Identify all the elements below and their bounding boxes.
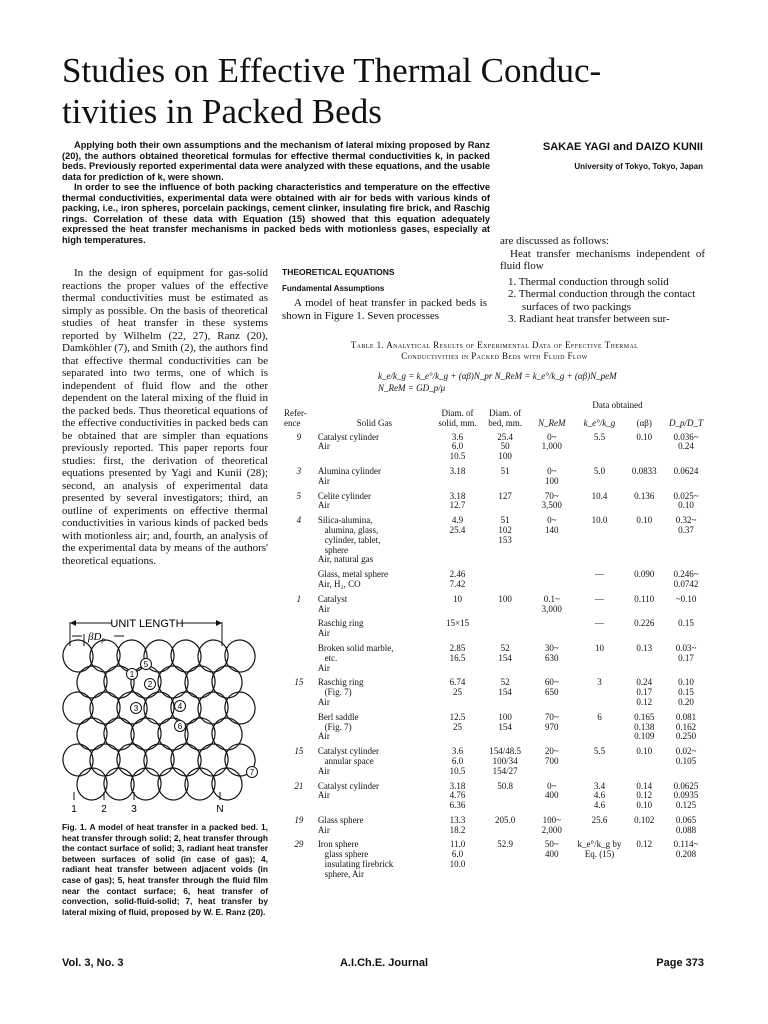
row-ab: 0.110 [634, 593, 655, 604]
row-solid-gas: Silica-alumina, alumina, glass, cylinder, tablet, sphere Air, natural gas [317, 515, 381, 565]
row-diam-solid: 3.18 4.76 6.36 [449, 780, 466, 811]
packed-particle [209, 765, 245, 803]
row-reference [282, 644, 316, 678]
header-ab: (αβ) [636, 417, 652, 428]
row-ab: 0.0833 [631, 465, 657, 476]
row-ke: — [594, 569, 604, 580]
packed-particle [168, 637, 204, 675]
row-solid-gas: Raschig ring Air [317, 618, 364, 639]
header-nrem: N_ReM [538, 417, 566, 428]
packed-particle [195, 637, 231, 675]
packed-particle [141, 741, 177, 779]
row-ke: 6 [597, 711, 602, 722]
row-dpdt: 0.025~ 0.10 [673, 490, 699, 511]
mechanism-number: 7 [249, 768, 255, 777]
header-reference: Refer- ence [284, 408, 307, 428]
header-diam-bed: Diam. of bed, mm. [488, 408, 522, 428]
packed-particle [155, 765, 191, 803]
row-diam-bed: 51 [500, 465, 510, 476]
row-nrem: 50~ 400 [544, 839, 559, 860]
header-dpdt: D_p/D_T [669, 417, 704, 428]
beta-dp-label: βDp [88, 631, 105, 644]
row-diam-solid: 12.5 25 [449, 711, 466, 732]
row-diam-bed: 50.8 [497, 780, 513, 791]
row-diam-solid: 6.74 25 [449, 677, 466, 698]
row-reference: 3 [296, 465, 302, 476]
row-ke: 10.0 [591, 515, 608, 526]
table-row [282, 782, 707, 816]
row-diam-bed: 52 154 [498, 642, 512, 663]
row-dpdt: 0.15 [678, 618, 694, 629]
packed-particle [62, 741, 96, 779]
row-reference: 19 [294, 814, 304, 825]
row-nrem: 0~ 1,000 [541, 431, 562, 452]
row-nrem: 0~ 140 [545, 515, 559, 535]
footer-volume: Vol. 3, No. 3 [62, 957, 124, 969]
model-paragraph: A model of heat transfer in packed beds is shown in Figure 1. Seven processes [282, 297, 487, 322]
subsection-heading: Fundamental Assumptions [282, 284, 385, 293]
article-title [62, 50, 702, 132]
packed-particle [114, 741, 150, 779]
beta-dp-marker [72, 631, 124, 646]
header-data-obtained: Data obtained [592, 400, 643, 410]
affiliation: University of Tokyo, Tokyo, Japan [574, 162, 703, 171]
column-label-2: 2 [101, 804, 107, 815]
row-reference: 29 [294, 839, 304, 850]
row-solid-gas: Catalyst cylinder Air [317, 780, 380, 801]
packed-particle [101, 765, 137, 803]
unit-length-label: UNIT LENGTH [110, 618, 184, 630]
table-body [282, 433, 707, 885]
row-solid-gas: Catalyst Air [317, 593, 348, 614]
header-solid: Solid Gas [356, 417, 392, 428]
intro-paragraph: In the design of equipment for gas-solid reactions the proper values of the effective thermal conductivities must be estimated as simply as possible. On the basis of theoretical studies of heat transfer in these systems reported by Wilhelm (22, 27), Ranz (20), Damköhler (7), and Smith (2), the authors find that effective thermal conductivities can be separated into two terms, one of which is independent of fluid flow and the other dependent on the lateral mixing of the fluid in the packed beds. Thus theoretical equations of the effective conductivities in packed beds can be obtained that are simpler than equations previously reported. This paper reports four studies: first, the derivation of theoretical equations presented by Yagi and Kunii (28); second, an analysis of experimental data presented by several investigators; third, an outline of experiments on effective thermal conductivities in various kinds of packed beds with motionless air; and, fourth, an analysis of the experimental data by means of the authors' theoretical equations. [62, 267, 268, 567]
row-ke: 10.4 [591, 490, 608, 501]
section-heading: THEORETICAL EQUATIONS [282, 267, 395, 277]
row-nrem: 0.1~ 3,000 [541, 593, 562, 614]
row-solid-gas: Broken solid marble, etc. Air [317, 642, 394, 673]
table-title-line-2: Conductivities in Packed Beds with Fluid Flow [401, 350, 588, 361]
row-diam-solid: 13.3 18.2 [449, 814, 466, 835]
column-label-3: 3 [131, 804, 137, 815]
row-diam-bed [482, 619, 528, 644]
mechanism-number: 1 [129, 670, 135, 679]
header-diam-solid: Diam. of solid, mm. [438, 408, 477, 428]
row-nrem: 30~ 630 [544, 642, 559, 663]
row-nrem: 20~ 700 [544, 746, 559, 766]
table-row [282, 619, 707, 644]
row-nrem: 70~ 970 [544, 711, 559, 732]
row-reference: 4 [296, 515, 302, 526]
row-reference: 21 [294, 780, 304, 791]
packed-particle [195, 741, 231, 779]
row-diam-solid: 3.6 6.0 10.5 [449, 746, 466, 776]
column-ticks [71, 792, 223, 815]
packed-particle [101, 715, 137, 753]
row-ke: k_e°/k_g by Eq. (15) [577, 839, 622, 860]
row-diam-solid: 2.85 16.5 [449, 642, 466, 663]
table-row [282, 492, 707, 517]
row-ab: 0.165 0.138 0.109 [634, 711, 655, 742]
footer-page: Page 373 [656, 957, 704, 969]
row-diam-bed: 52.9 [497, 839, 513, 850]
row-ke: 3 [597, 677, 602, 688]
abstract [62, 140, 490, 245]
packed-particle [209, 715, 245, 753]
packed-particle [222, 689, 258, 727]
row-ab: 0.24 0.17 0.12 [636, 677, 653, 707]
packed-particle [74, 663, 110, 701]
mechanism-item-1: 1. Thermal conduction through solid [508, 276, 669, 288]
mechanisms-intro-line: are discussed as follows: [500, 235, 610, 247]
row-nrem: 70~ 3,500 [541, 490, 562, 511]
abstract-paragraph-2: In order to see the influence of both packing characteristics and temperature on the effective thermal conductivities, experimental data were obtained with air for beds with various kinds of packing, i.e., iron spheres, porcelain packings, cement clinker, insulating fire brick, and Raschig rings. Correlation of these data with Equation (15) showed that this equation adequately expressed the heat transfer mechanisms in packed beds with motionless gases, especially at high temperatures. [62, 182, 490, 245]
mechanism-number: 3 [133, 704, 139, 713]
row-solid-gas: Celite cylinder Air [317, 490, 372, 511]
row-solid-gas: Alumina cylinder Air [317, 465, 382, 486]
packed-particle [87, 741, 123, 779]
table-title-line-1: Table 1. Analytical Results of Experimental Data of Effective Thermal [350, 340, 639, 350]
table-row [282, 595, 707, 620]
table-row [282, 570, 707, 595]
row-dpdt: 0.0624 [673, 465, 699, 476]
row-solid-gas: Glass sphere Air [317, 814, 364, 835]
row-diam-solid: 10 [453, 593, 463, 604]
row-solid-gas: Catalyst cylinder Air [317, 431, 380, 452]
mechanisms-intro [500, 235, 705, 273]
row-reference: 15 [294, 746, 304, 757]
row-reference [282, 570, 316, 595]
column-label-1: 1 [71, 804, 77, 815]
row-dpdt: 0.114~ 0.208 [673, 839, 699, 860]
row-ke: 25.6 [591, 814, 608, 825]
row-ab: 0.090 [634, 569, 655, 580]
results-table [282, 401, 707, 885]
row-reference [282, 619, 316, 644]
packed-particle [195, 689, 231, 727]
row-ab: 0.226 [634, 618, 655, 629]
row-ab: 0.13 [636, 642, 653, 653]
row-ke: 5.5 [593, 431, 606, 442]
row-solid-gas: Raschig ring (Fig. 7) Air [317, 677, 364, 707]
packed-particle [128, 765, 164, 803]
row-ke: — [594, 593, 604, 604]
packed-particle [182, 765, 218, 803]
row-ab: 0.10 [636, 515, 653, 526]
figure-1-packed-bed-model [62, 606, 272, 818]
row-ab: 0.136 [634, 490, 655, 501]
row-ab: 0.12 [636, 839, 653, 850]
row-nrem [528, 619, 576, 644]
row-dpdt: 0.10 0.15 0.20 [678, 677, 694, 707]
footer-journal: A.I.Ch.E. Journal [339, 957, 428, 969]
table-equation-2: N_ReM = GD_p/μ [378, 383, 446, 393]
table-row [282, 713, 707, 747]
row-dpdt: 0.081 0.162 0.250 [675, 711, 697, 742]
row-ab: 0.10 [636, 431, 653, 442]
table-title [282, 340, 707, 361]
packed-particle [182, 663, 218, 701]
row-dpdt: 0.065 0.088 [675, 814, 697, 835]
row-reference: 1 [296, 593, 302, 604]
row-dpdt: ~0.10 [675, 593, 697, 604]
row-diam-solid: 3.6 6.0 10.5 [449, 431, 466, 462]
header-ke: k_e°/k_g [583, 417, 616, 428]
table-row [282, 816, 707, 841]
row-diam-bed: 205.0 [494, 814, 516, 825]
row-nrem: 0~ 100 [545, 465, 559, 486]
table-row [282, 678, 707, 712]
row-dpdt: 0.02~ 0.105 [675, 746, 697, 766]
row-ke: 5.5 [593, 746, 606, 757]
table-row [282, 516, 707, 570]
packed-particle [168, 689, 204, 727]
packed-particle [74, 765, 110, 803]
table-row [282, 433, 707, 467]
mechanisms-lead: Heat transfer mechanisms independent of fluid flow [500, 247, 705, 272]
title-line-2: tivities in Packed Beds [62, 92, 382, 131]
figure-1-caption: Fig. 1. A model of heat transfer in a packed bed. 1, heat transfer through solid; 2, heat transfer through the contact surface of solid; 3, radiant heat transfer between surfaces of solid (in case of gas); 4, radiant heat transfer between adjacent voids (in case of gas); 5, heat transfer through the fluid film near the contact surface; 6, heat transfer of convection, solid-fluid-solid; 7, heat transfer by lateral mixing of fluid, proposed by W. E. Ranz (20). [62, 822, 268, 917]
mechanism-item-3: 3. Radiant heat transfer between sur- [508, 312, 670, 325]
row-ab: 0.14 0.12 0.10 [636, 780, 653, 811]
row-diam-solid: 3.18 [449, 465, 466, 476]
table-row [282, 747, 707, 781]
row-dpdt: 0.246~ 0.0742 [673, 569, 699, 589]
abstract-paragraph-1: Applying both their own assumptions and the mechanism of lateral mixing proposed by Ranz (20), the authors obtained theoretical formulas for effective thermal conductivities k, in packed beds. Previously reported experimental data were analyzed with these equations, and the usable data for prediction of k, were shown. [62, 140, 490, 182]
packed-spheres [62, 637, 258, 803]
row-diam-bed: 52 154 [498, 677, 512, 698]
packed-particle [182, 715, 218, 753]
row-diam-solid: 4.9 25.4 [449, 515, 466, 535]
packed-particle [128, 715, 164, 753]
row-reference [282, 713, 316, 747]
row-reference: 9 [296, 431, 302, 442]
row-diam-bed: 127 [498, 490, 512, 501]
row-solid-gas: Glass, metal sphere Air, H₂, CO [317, 569, 389, 589]
mechanisms-list [508, 276, 706, 325]
row-ke: — [594, 618, 604, 629]
packed-particle [209, 663, 245, 701]
mechanism-number: 4 [177, 702, 183, 711]
table-row [282, 467, 707, 492]
row-diam-solid: 2.46 7.42 [449, 569, 466, 589]
table-row [282, 644, 707, 678]
packed-particle [155, 663, 191, 701]
packed-particle [62, 689, 96, 727]
packed-particle [87, 689, 123, 727]
row-nrem: 60~ 650 [544, 677, 559, 698]
mechanism-item-2: 2. Thermal conduction through the contact surfaces of two packings [508, 288, 696, 313]
row-reference: 15 [294, 677, 304, 688]
row-diam-bed: 154/48.5 100/34 154/27 [489, 746, 521, 776]
authors: SAKAE YAGI and DAIZO KUNII [542, 141, 703, 153]
row-solid-gas: Catalyst cylinder annular space Air [317, 746, 380, 776]
row-ke: 10 [594, 642, 604, 653]
row-diam-bed: 25.4 50 100 [497, 431, 513, 462]
row-nrem: 100~ 2,000 [541, 814, 562, 835]
packed-particle [222, 637, 258, 675]
mechanism-number: 6 [177, 722, 183, 731]
table-row [282, 840, 707, 884]
row-diam-bed [482, 570, 528, 595]
row-dpdt: 0.0625 0.0935 0.125 [673, 780, 699, 811]
row-diam-bed: 51 102 153 [498, 515, 512, 545]
packed-particle [74, 715, 110, 753]
row-dpdt: 0.036~ 0.24 [673, 431, 699, 452]
packed-particle [168, 741, 204, 779]
row-ab: 0.102 [634, 814, 655, 825]
table-equation-1: k_e/k_g = k_e°/k_g + (αβ)N_pr N_ReM = k_e°/k_g + (αβ)N_peM [378, 371, 617, 381]
packed-particle [155, 715, 191, 753]
row-solid-gas: Berl saddle (Fig. 7) Air [317, 711, 359, 742]
row-reference: 5 [296, 490, 302, 501]
row-ke: 5.0 [593, 465, 606, 476]
title-line-1: Studies on Effective Thermal Conduc- [62, 51, 602, 90]
row-solid-gas: Iron sphere glass sphere insulating firebrick sphere, Air [317, 839, 394, 879]
mechanism-number: 5 [143, 660, 149, 669]
row-diam-solid: 3.18 12.7 [449, 490, 466, 511]
row-nrem: 0~ 400 [545, 780, 559, 801]
row-diam-bed: 100 [498, 593, 512, 604]
row-dpdt: 0.32~ 0.37 [675, 515, 697, 535]
column-label-n: N [216, 804, 224, 815]
row-diam-solid: 11.0 6.0 10.0 [449, 839, 466, 870]
row-ke: 3.4 4.6 4.6 [593, 780, 606, 811]
row-diam-bed: 100 154 [498, 711, 512, 732]
row-dpdt: 0.03~ 0.17 [675, 642, 697, 663]
row-ab: 0.10 [636, 746, 653, 757]
mechanism-number: 2 [147, 680, 153, 689]
row-nrem [528, 570, 576, 595]
row-diam-solid: 15×15 [445, 618, 470, 629]
packed-particle [141, 689, 177, 727]
